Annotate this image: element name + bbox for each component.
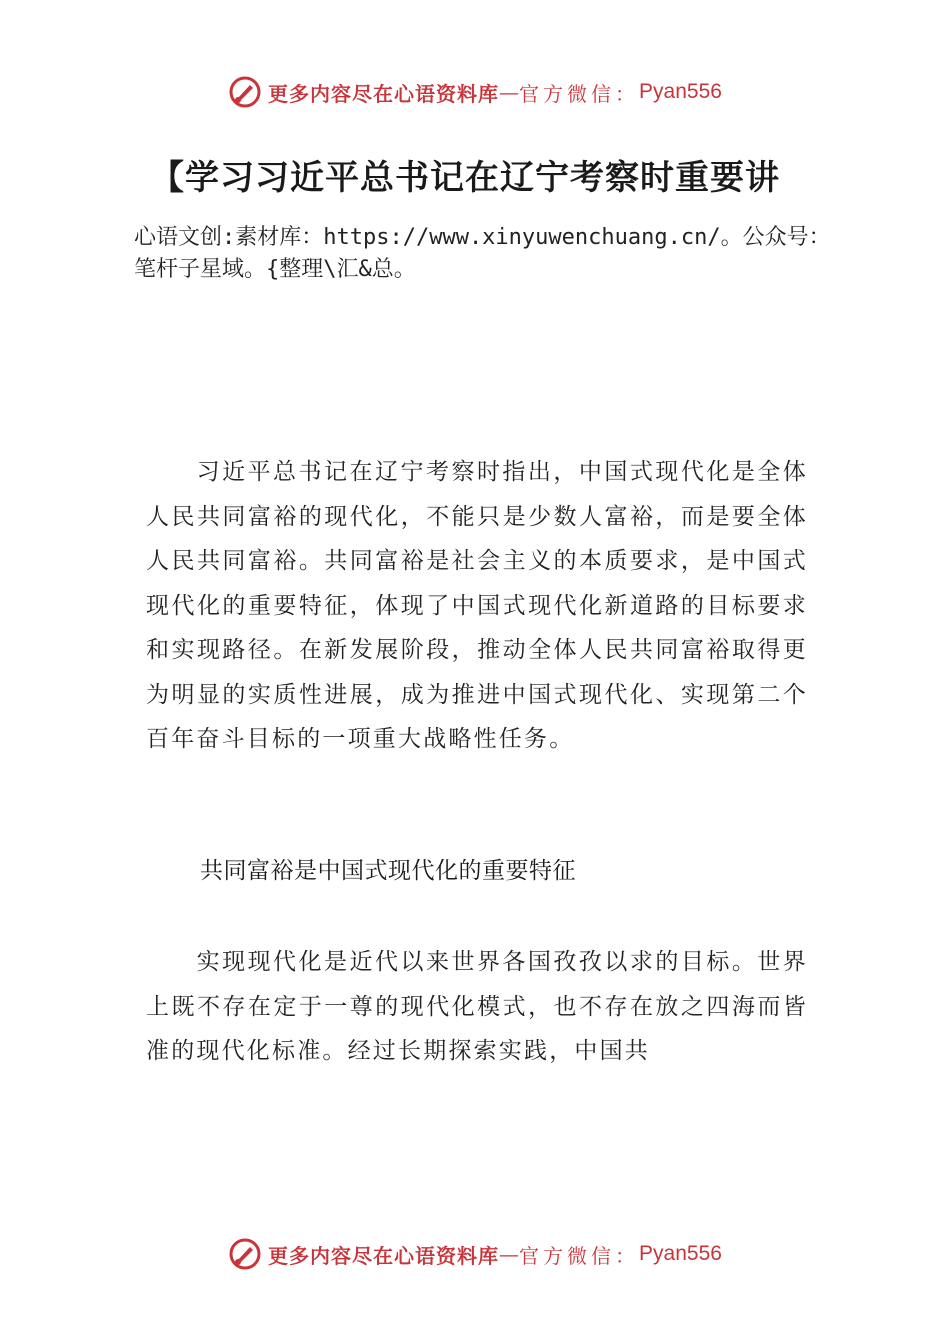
watermark-account-label: 官方微信：	[519, 1243, 640, 1268]
watermark-footer	[0, 1234, 950, 1274]
watermark-account-id: Pyan556	[639, 80, 722, 103]
watermark-header	[0, 72, 950, 112]
source-note: 心语文创:素材库：https://www.xinyuwenchuang.cn/。公众号：笔杆子星域。{整理\汇&总。	[134, 225, 831, 282]
watermark-text: 更多内容尽在心语资料库	[268, 81, 500, 106]
body-paragraph-1: 习近平总书记在辽宁考察时指出，中国式现代化是全体人民共同富裕的现代化，不能只是少数人富裕，而是要全体人民共同富裕。共同富裕是社会主义的本质要求，是中国式现代化的重要特征，体现了中国式现代化新道路的目标要求和实现路径。在新发展阶段，推动全体人民共同富裕取得更为明显的实质性进展，成为推进中国式现代化、实现第二个百年奋斗目标的一项重大战略性任务。	[146, 459, 808, 752]
section-heading: 共同富裕是中国式现代化的重要特征	[200, 858, 576, 884]
watermark-account-id: Pyan556	[639, 1242, 722, 1265]
brush-logo-icon	[228, 75, 262, 109]
watermark-text: 更多内容尽在心语资料库	[268, 1243, 500, 1268]
watermark-separator: —	[499, 1242, 520, 1266]
watermark-account-label: 官方微信：	[519, 81, 640, 106]
body-paragraph-2: 实现现代化是近代以来世界各国孜孜以求的目标。世界上既不存在定于一尊的现代化模式，也不存在放之四海而皆准的现代化标准。经过长期探索实践，中国共	[146, 949, 808, 1064]
watermark-separator: —	[499, 80, 520, 104]
brush-logo-icon	[228, 1237, 262, 1271]
document-title: 【学习习近平总书记在辽宁考察时重要讲	[150, 158, 780, 198]
